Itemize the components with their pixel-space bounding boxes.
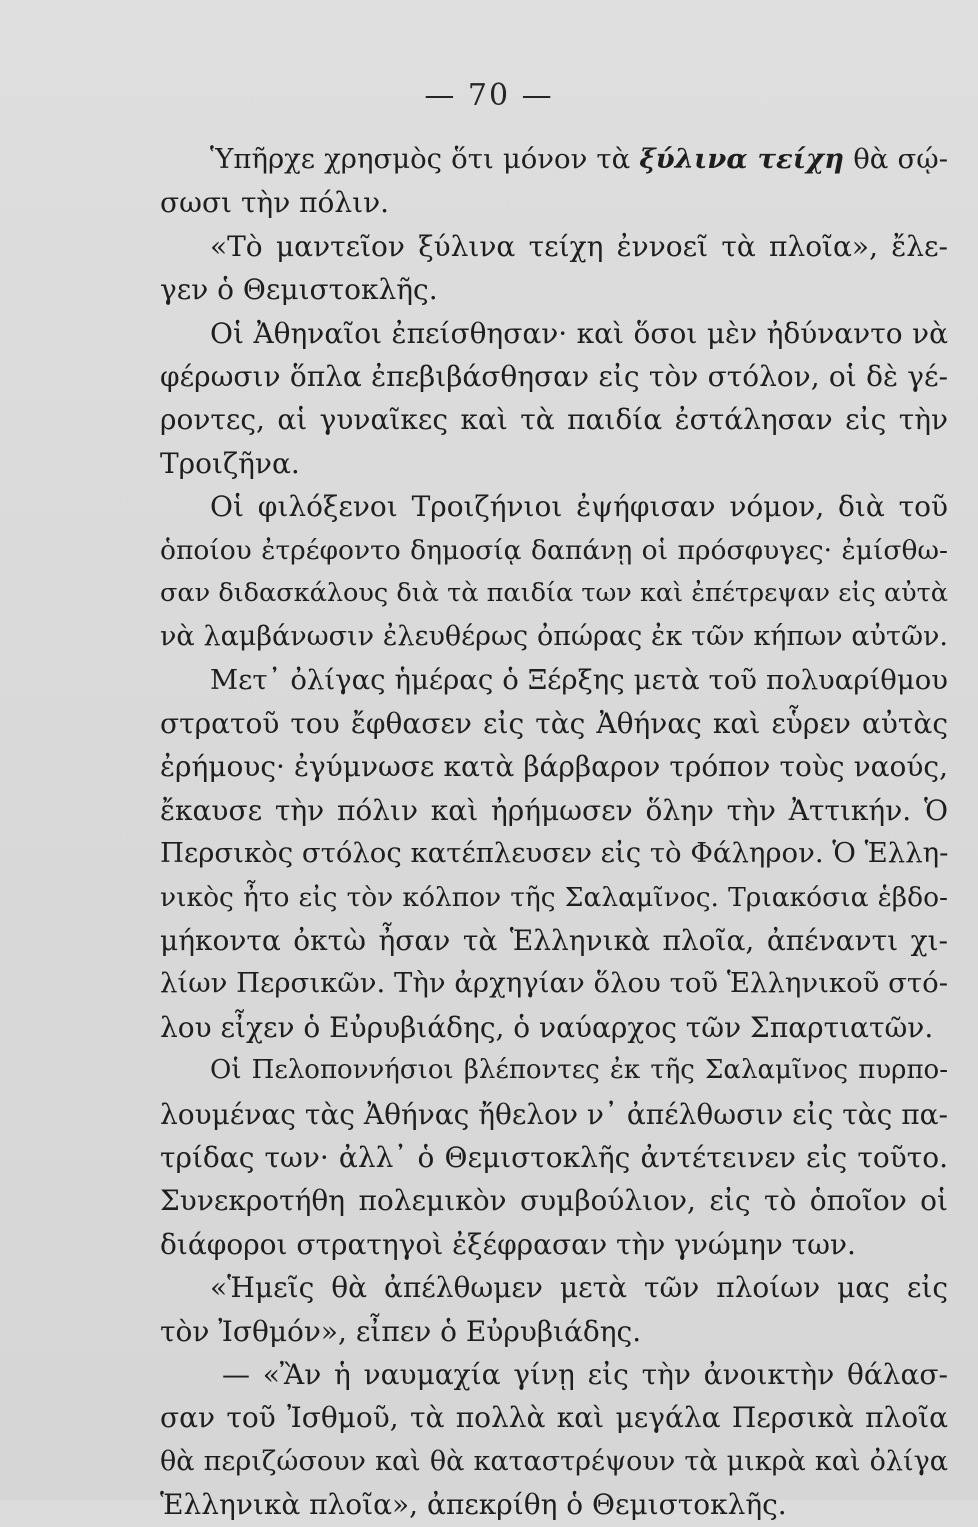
text-run: νικὸς ἦτο εἰς τὸν κόλπον τῆς Σαλαμῖνος. Τριακόσια ἑβδο- [160, 881, 948, 913]
emphasized-phrase: ξύλινα τείχη [639, 143, 845, 175]
text-run: σαν τοῦ Ἰσθμοῦ, τὰ πολλὰ καὶ μεγάλα Περσικὰ πλοῖα [160, 1401, 948, 1435]
text-run: Ὑπῆρχε χρησμὸς ὅτι μόνον τὰ [210, 143, 640, 175]
text-line [160, 485, 948, 528]
text-line [160, 1266, 948, 1309]
text-line [160, 1310, 948, 1353]
text-line [160, 1136, 948, 1179]
text-line [160, 615, 948, 658]
text-line [160, 876, 948, 919]
text-line [160, 1093, 948, 1136]
text-run: σωσι τὴν πόλιν. [160, 186, 390, 220]
text-run: Τροιζῆνα. [160, 446, 300, 480]
text-line [160, 919, 948, 962]
text-line [160, 1006, 948, 1049]
text-run: — «Ἂν ἡ ναυμαχία γίνῃ εἰς τὴν ἀνοικτὴν θάλασ- [222, 1357, 948, 1391]
text-line [160, 832, 948, 875]
text-body [160, 138, 948, 1527]
text-run: λίων Περσικῶν. Τὴν ἀρχηγίαν ὅλου τοῦ Ἑλληνικοῦ στό- [160, 967, 948, 1000]
text-line [160, 312, 948, 355]
text-line [160, 659, 948, 702]
text-line [160, 1396, 948, 1439]
text-line [160, 398, 948, 441]
text-run: Συνεκροτήθη πολεμικὸν συμβούλιον, εἰς τὸ ὁποῖον οἱ [160, 1184, 948, 1218]
text-run: τρίδας των· ἀλλ᾽ ὁ Θεμιστοκλῆς ἀντέτεινεν εἰς τοῦτο. [160, 1140, 948, 1174]
text-run: «Τὸ μαντεῖον ξύλινα τείχη ἐννοεῖ τὰ πλοῖα», ἔλε- [210, 229, 948, 263]
text-run: Ἑλληνικὰ πλοῖα», ἀπεκρίθη ὁ Θεμιστοκλῆς. [160, 1488, 787, 1522]
text-line [160, 225, 948, 268]
text-line [160, 1440, 948, 1483]
text-line [160, 1223, 948, 1266]
text-line [160, 745, 948, 788]
text-line [160, 789, 948, 832]
text-run: Περσικὸς στόλος κατέπλευσεν εἰς τὸ Φάληρον. Ὁ Ἑλλη- [160, 837, 948, 870]
page-number: — 70 — [424, 78, 554, 113]
text-run: θὰ περιζώσουν καὶ θὰ καταστρέψουν τὰ μικρὰ καὶ ὀλίγα [160, 1445, 948, 1477]
text-line [160, 1483, 948, 1526]
text-line [160, 529, 948, 572]
text-run: διάφοροι στρατηγοὶ ἐξέφρασαν τὴν γνώμην των. [160, 1227, 856, 1261]
text-run: ροντες, αἱ γυναῖκες καὶ τὰ παιδία ἐστάλησαν εἰς τὴν [160, 403, 948, 437]
text-run: ἐρήμους· ἐγύμνωσε κατὰ βάρβαρον τρόπον τοὺς ναούς, [160, 750, 948, 784]
text-line [160, 442, 948, 485]
text-line [160, 138, 948, 181]
text-run: φέρωσιν ὅπλα ἐπεβιβάσθησαν εἰς τὸν στόλον, οἱ δὲ γέ- [160, 359, 948, 393]
text-run: γεν ὁ Θεμιστοκλῆς. [160, 273, 438, 307]
text-line [160, 702, 948, 745]
text-line [160, 1353, 948, 1396]
text-run: σαν διδασκάλους διὰ τὰ παιδία των καὶ ἐπέτρεψαν εἰς αὐτὰ [160, 577, 948, 608]
text-line [160, 962, 948, 1005]
text-line [160, 1179, 948, 1222]
text-line [160, 181, 948, 224]
text-run: Οἱ Ἀθηναῖοι ἐπείσθησαν· καὶ ὅσοι μὲν ἠδύναντο νὰ [210, 316, 948, 350]
text-run: Οἱ Πελοποννήσιοι βλέποντες ἐκ τῆς Σαλαμῖνος πυρπο- [210, 1055, 948, 1086]
text-line [160, 355, 948, 398]
text-run: νὰ λαμβάνωσιν ἐλευθέρως ὀπώρας ἐκ τῶν κήπων αὐτῶν. [160, 621, 948, 653]
text-run: λουμένας τὰς Ἀθήνας ἤθελον ν᾽ ἀπέλθωσιν εἰς τὰς πα- [160, 1097, 948, 1131]
text-run: λου εἶχεν ὁ Εὐρυβιάδης, ὁ ναύαρχος τῶν Σπαρτιατῶν. [160, 1010, 934, 1044]
text-run: Μετ᾽ ὀλίγας ἡμέρας ὁ Ξέρξης μετὰ τοῦ πολυαρίθμου [210, 663, 948, 696]
text-run: μήκοντα ὀκτὼ ἦσαν τὰ Ἑλληνικὰ πλοῖα, ἀπέναντι χι- [160, 924, 948, 958]
text-run: «Ἡμεῖς θὰ ἀπέλθωμεν μετὰ τῶν πλοίων μας εἰς [210, 1271, 948, 1305]
text-line [160, 1049, 948, 1092]
text-run: τὸν Ἰσθμόν», εἶπεν ὁ Εὐρυβιάδης. [160, 1314, 642, 1348]
text-run: θὰ σῴ- [844, 143, 948, 175]
text-run: στρατοῦ του ἔφθασεν εἰς τὰς Ἀθήνας καὶ εὗρεν αὐτὰς [160, 707, 948, 741]
text-run: ἔκαυσε τὴν πόλιν καὶ ἠρήμωσεν ὅλην τὴν Ἀττικήν. Ὁ [160, 793, 948, 827]
text-run: ὁποίου ἐτρέφοντο δημοσίᾳ δαπάνῃ οἱ πρόσφυγες· ἐμίσθω- [160, 534, 948, 566]
text-line [160, 572, 948, 615]
text-line [160, 268, 948, 311]
text-run: Οἱ φιλόξενοι Τροιζήνιοι ἐψήφισαν νόμον, διὰ τοῦ [210, 490, 948, 524]
